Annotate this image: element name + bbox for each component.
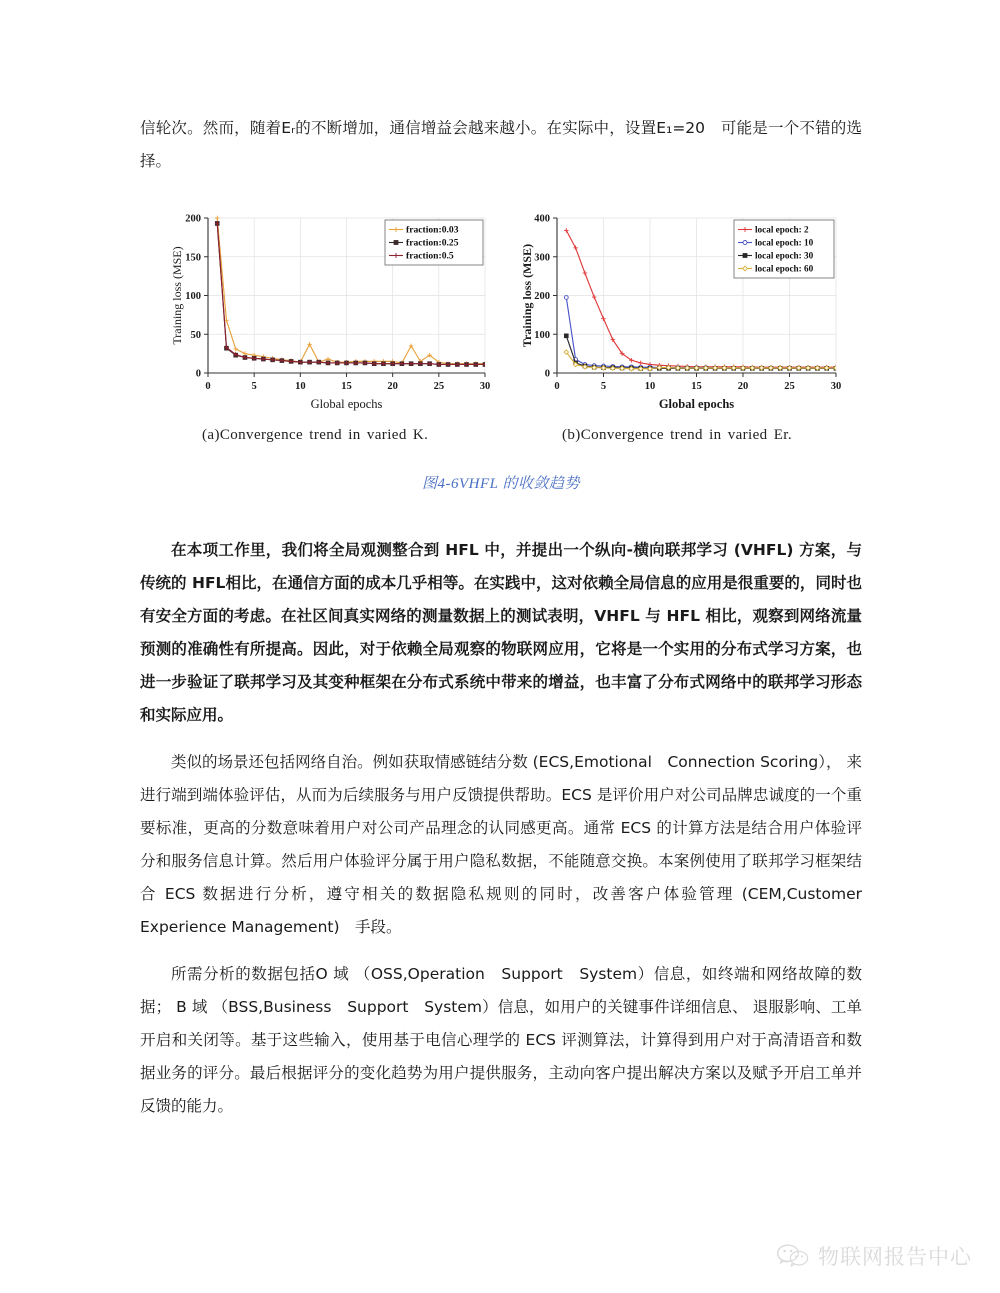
svg-text:0: 0 <box>205 381 211 392</box>
svg-text:20: 20 <box>737 381 749 392</box>
svg-text:Training loss (MSE): Training loss (MSE) <box>520 243 534 348</box>
svg-text:local epoch: 10: local epoch: 10 <box>755 237 814 248</box>
footer-watermark-text: 物联网报告中心 <box>818 1245 972 1269</box>
charts-row <box>140 208 862 413</box>
svg-text:fraction:0.03: fraction:0.03 <box>406 224 459 236</box>
figure-caption: 图4-6VHFL 的收敛趋势 <box>422 476 580 492</box>
svg-text:20: 20 <box>387 381 398 392</box>
svg-text:Global epochs: Global epochs <box>310 397 383 411</box>
wechat-icon <box>776 1243 810 1269</box>
svg-text:local epoch: 60: local epoch: 60 <box>755 263 814 274</box>
svg-text:200: 200 <box>185 213 201 225</box>
paragraph-3: 类似的场景还包括网络自治。例如获取情感链结分数 (ECS,Emotional Connection Scoring）， 来进行端到端体验评估，从而为后续服务与用户反馈提供帮助。ECS 是评价用户对公司品牌忠诚度的一个重要标准，更高的分数意味着用户对公司产品理念的认同感更高。通常 ECS 的计算方法是结合用户体验评分和服务信息计算。然后用户体验评分属于用户隐私数据，不能随意交换。本案例使用了联邦学习框架结合 ECS 数据进行分析，遵守相关的数据隐私规则的同时，改善客户体验管理 (CEM,Customer Experience Management) 手段。 <box>140 753 894 936</box>
subcaption-a: (a)Convergence trend in varied K. <box>202 427 429 443</box>
figure-subcaptions <box>140 427 862 444</box>
svg-text:30: 30 <box>830 381 842 392</box>
subcaption-b: (b)Convergence trend in varied Er. <box>562 427 792 443</box>
svg-text:fraction:0.25: fraction:0.25 <box>406 237 459 249</box>
svg-text:0: 0 <box>544 368 550 380</box>
chart-a-convergence-varied-k <box>168 208 493 413</box>
svg-text:0: 0 <box>195 368 201 380</box>
svg-text:50: 50 <box>190 329 201 341</box>
footer-watermark <box>776 1241 972 1271</box>
svg-text:5: 5 <box>600 381 607 392</box>
chart-a-svg <box>168 208 493 413</box>
svg-text:10: 10 <box>644 381 656 392</box>
svg-text:5: 5 <box>251 381 257 392</box>
svg-text:local epoch: 30: local epoch: 30 <box>755 250 814 261</box>
figure-4-6 <box>140 208 862 508</box>
svg-text:25: 25 <box>784 381 795 392</box>
svg-text:300: 300 <box>534 252 550 264</box>
svg-text:25: 25 <box>433 381 445 392</box>
svg-text:fraction:0.5: fraction:0.5 <box>406 250 454 262</box>
svg-text:100: 100 <box>185 291 201 302</box>
svg-text:10: 10 <box>295 381 306 392</box>
chart-b-convergence-varied-er <box>519 208 844 413</box>
paragraph-1: 信轮次。然而，随着Eᵣ的不断增加，通信增益会越来越小。在实际中，设置E₁=20 可能是一个不错的选择。 <box>140 119 862 170</box>
svg-text:local epoch: 2: local epoch: 2 <box>755 224 809 235</box>
svg-text:30: 30 <box>479 381 491 392</box>
svg-text:150: 150 <box>185 252 201 264</box>
svg-text:15: 15 <box>691 381 702 392</box>
svg-text:100: 100 <box>534 329 550 341</box>
paragraph-2: 在本项工作里，我们将全局观测整合到 HFL 中，并提出一个纵向-横向联邦学习 (VHFL) 方案，与传统的 HFL相比，在通信方面的成本几乎相等。在实践中，这对依赖全局信息的应用是很重要的，同时也有安全方面的考虑。在社区间真实网络的测量数据上的测试表明，VHFL 与 HFL 相比，观察到网络流量预测的准确性有所提高。因此，对于依赖全局观察的物联网应用，它将是一个实用的分布式学习方案，也进一步验证了联邦学习及其变种框架在分布式系统中带来的增益，也丰富了分布式网络中的联邦学习形态和实际应用。 <box>140 541 862 724</box>
document-content <box>140 112 894 1123</box>
svg-text:200: 200 <box>534 291 550 302</box>
svg-text:Global epochs: Global epochs <box>658 397 735 411</box>
svg-text:400: 400 <box>534 213 550 225</box>
svg-text:Training loss (MSE): Training loss (MSE) <box>170 246 184 345</box>
paragraph-4: 所需分析的数据包括O 域 （OSS,Operation Support System）信息，如终端和网络故障的数据； B 域 （BSS,Business Support System）信息，如用户的关键事件详细信息、 退服影响、工单开启和关闭等。基于这些输入，使用基于电信心理学的 ECS 评测算法，计算得到用户对于高清语音和数据业务的评分。最后根据评分的变化趋势为用户提供服务，主动向客户提出解决方案以及赋予开启工单并反馈的能力。 <box>140 965 862 1115</box>
svg-text:0: 0 <box>554 381 560 392</box>
chart-b-svg <box>519 208 844 413</box>
svg-text:15: 15 <box>341 381 352 392</box>
